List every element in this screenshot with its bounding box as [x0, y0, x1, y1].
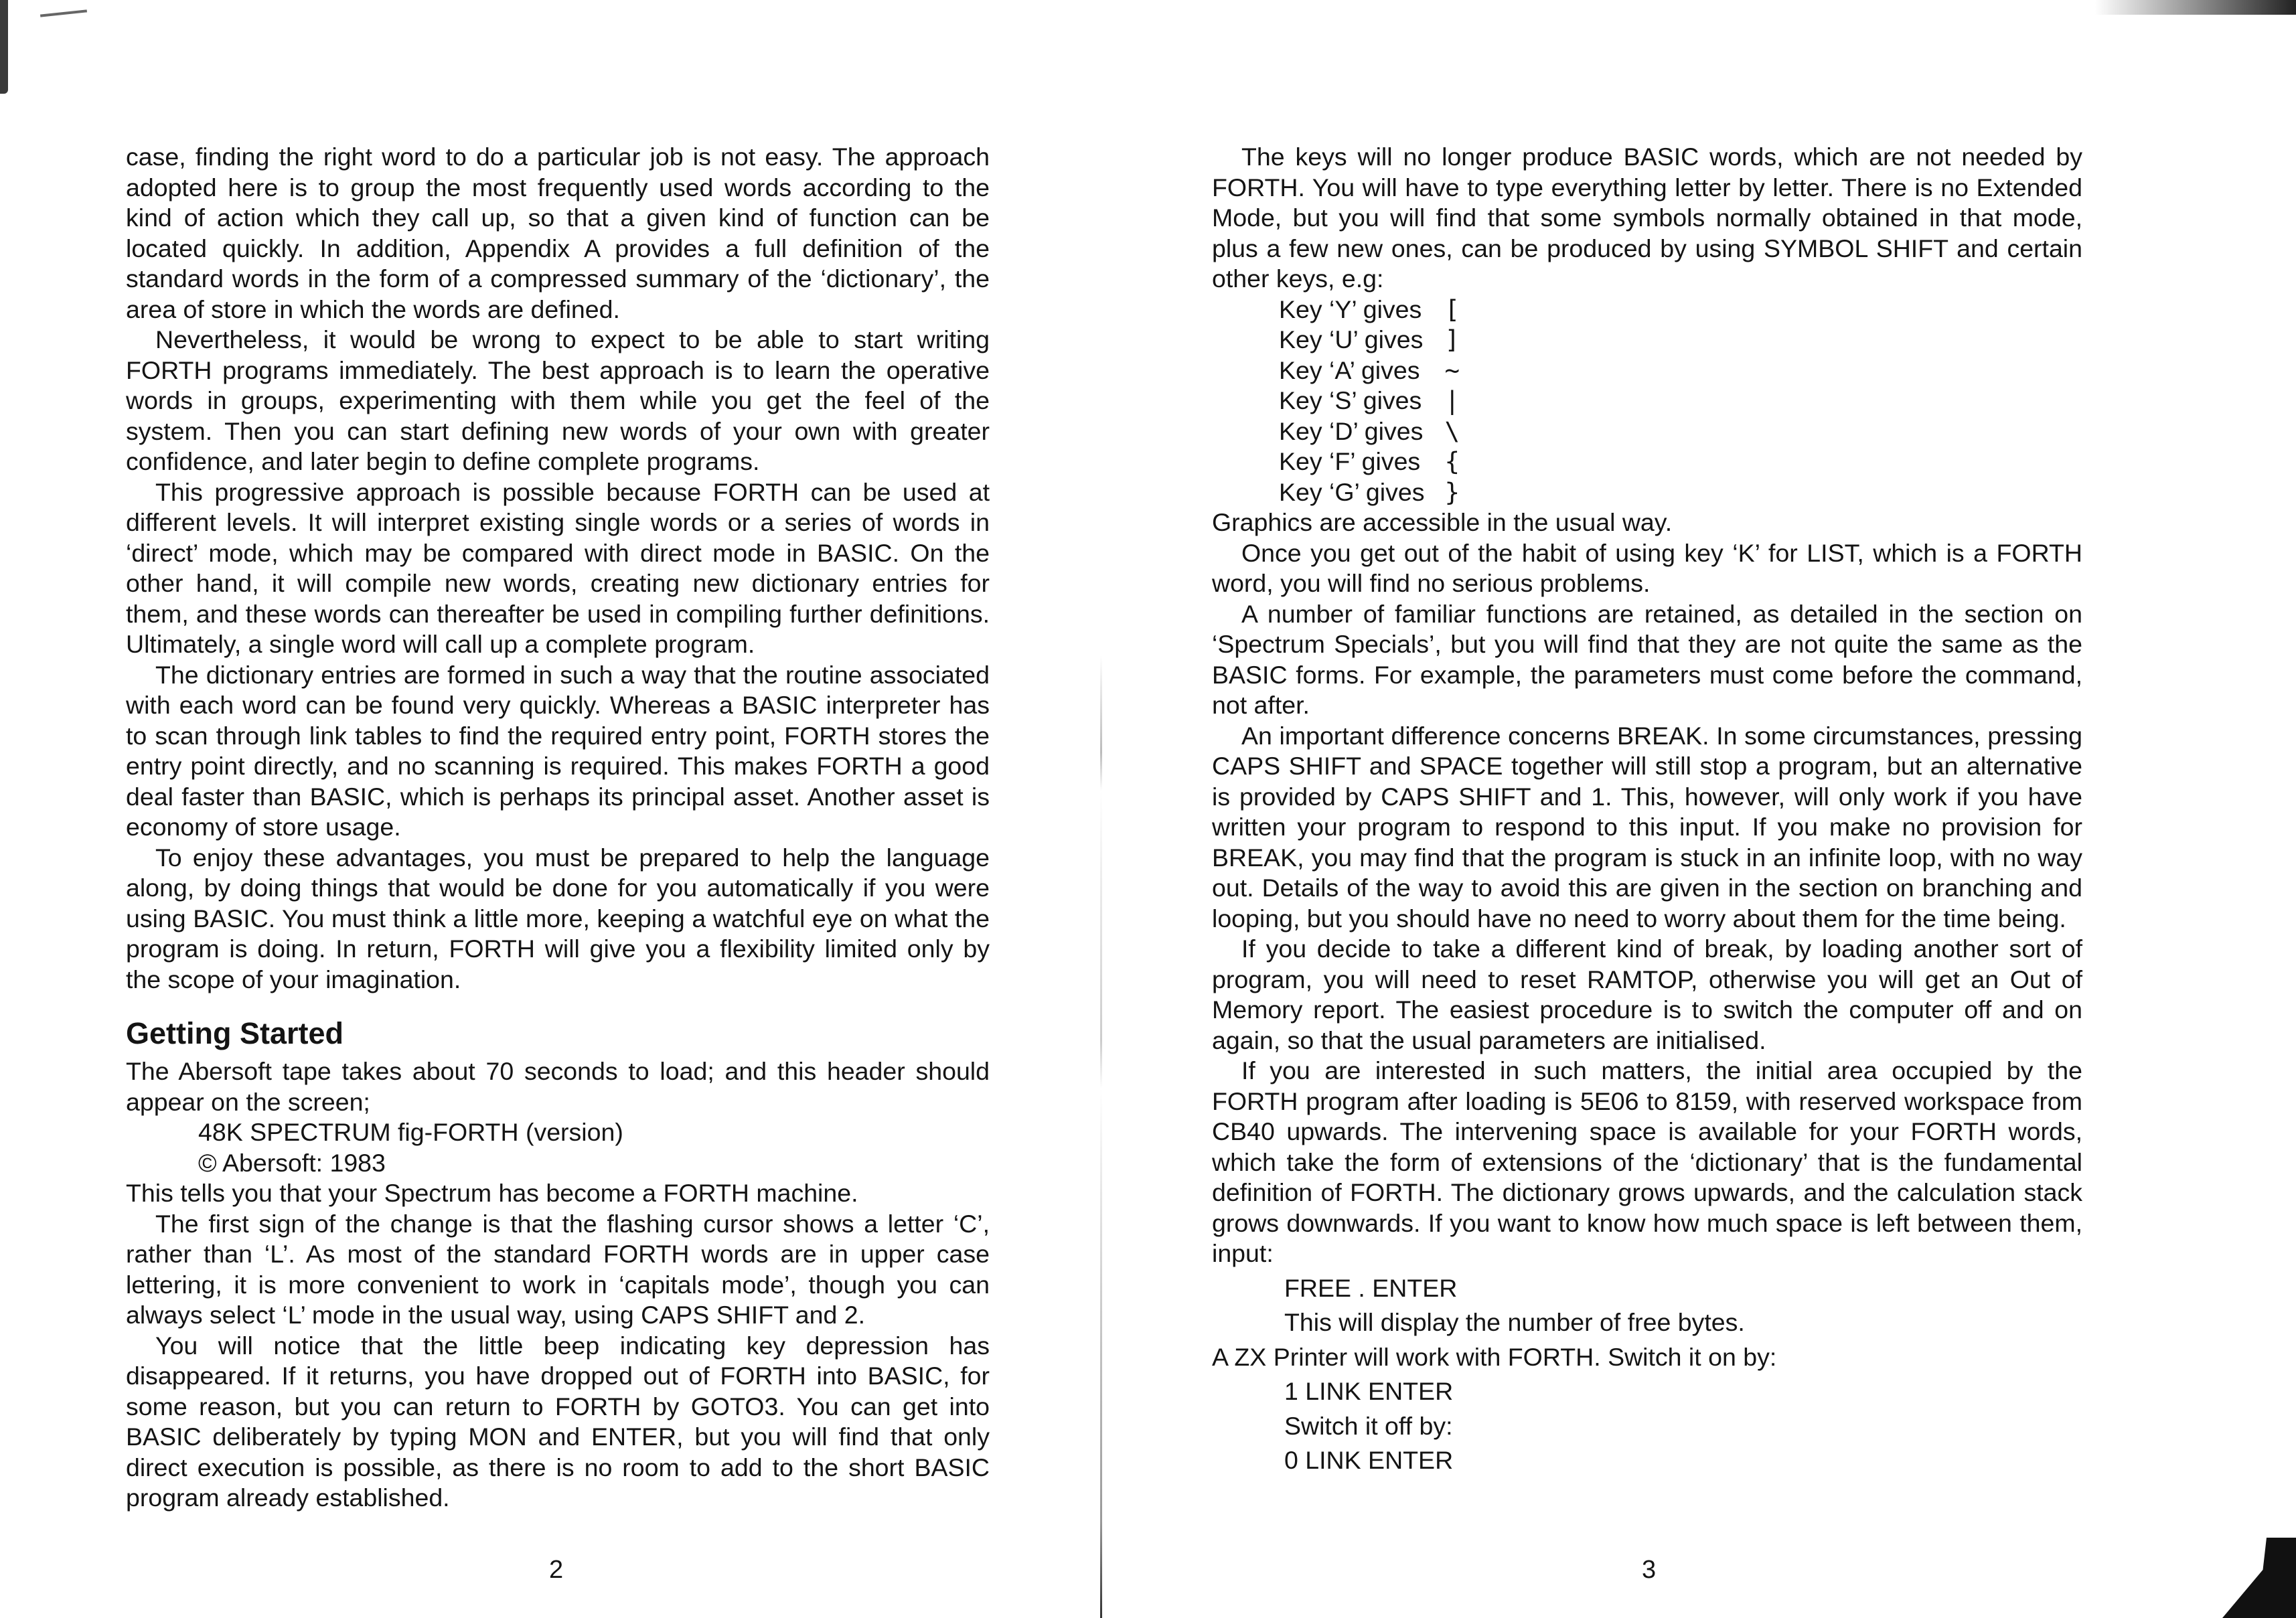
key-symbol: } [1444, 477, 1460, 507]
key-label: Key ‘D’ gives [1279, 416, 1424, 445]
left-page [0, 0, 1098, 1618]
paragraph: Once you get out of the habit of using key ‘K’ for LIST, which is a FORTH word, you will find no serious problems. [1212, 538, 2082, 597]
code-note: This will display the number of free bytes. [1284, 1308, 1745, 1336]
paragraph: A ZX Printer will work with FORTH. Switch it on by: [1212, 1342, 1777, 1371]
paragraph: This progressive approach is possible because FORTH can be used at different levels. It will interpret existing single words or a series of words in ‘direct’ mode, which may be compared with direct mode in BASIC. On the other hand, it will compile new words, creating new dictionary entries for them, and these words can thereafter be used in compiling further definitions. Ultimately, a single word will call up a complete program. [126, 477, 990, 658]
key-label: Key ‘F’ gives [1279, 447, 1421, 475]
code-free-command: FREE . ENTER [1284, 1273, 1458, 1302]
key-row [1279, 477, 1460, 508]
key-row [1279, 295, 1460, 325]
section-heading: Getting Started [126, 1016, 344, 1050]
page-number: 2 [549, 1556, 564, 1584]
paragraph: The dictionary entries are formed in such a way that the routine associated with each word can be found very quickly. Whereas a BASIC interpreter has to scan through link tables to find the required entry point, FORTH stores the entry point directly, and no scanning is required. This makes FORTH a good deal faster than BASIC, which is perhaps its principal asset. Another asset is economy of store usage. [126, 660, 990, 841]
key-symbol: ] [1444, 325, 1460, 354]
key-symbol: | [1444, 386, 1460, 415]
paragraph: Graphics are accessible in the usual way. [1212, 508, 1673, 536]
key-label: Key ‘Y’ gives [1279, 295, 1422, 323]
paragraph: An important difference concerns BREAK. In some circumstances, pressing CAPS SHIFT and SPACE together will still stop a program, but an alternative is provided by CAPS SHIFT and 1. This, however, will only work if you have written your program to respond to this input. If you make no provision for BREAK, you may find that the program is stuck in an infinite loop, with no way out. Details of the way to avoid this are given in the section on branching and looping, but you should have no need to worry about them for the time being. [1212, 721, 2082, 933]
paragraph: Nevertheless, it would be wrong to expect to be able to start writing FORTH programs immediately. The best approach is to learn the operative words in groups, experimenting with them while you get the feel of the system. Then you can start defining new words of your own with greater confidence, and later begin to define complete programs. [126, 325, 990, 475]
code-link-on: 1 LINK ENTER [1284, 1377, 1454, 1405]
key-row [1279, 447, 1460, 477]
paragraph: The keys will no longer produce BASIC words, which are not needed by FORTH. You will have to type everything letter by letter. There is no Extended Mode, but you will find that some symbols normally obtained in that mode, plus a few new ones, can be produced by using SYMBOL SHIFT and certain other keys, e.g: [1212, 143, 2082, 293]
key-label: Key ‘S’ gives [1279, 386, 1422, 414]
key-row [1279, 386, 1460, 416]
paragraph: A number of familiar functions are retained, as detailed in the section on ‘Spectrum Specials’, but you will find that they are not quite the same as the BASIC forms. For example, the parameters must come before the command, not after. [1212, 599, 2082, 719]
key-row [1279, 355, 1460, 386]
key-label: Key ‘A’ gives [1279, 355, 1420, 384]
key-symbol: [ [1444, 294, 1460, 324]
paragraph: If you are interested in such matters, the initial area occupied by the FORTH program after loading is 5E06 to 8159, with reserved workspace from CB40 upwards. The intervening space is available for your FORTH words, which take the form of extensions of the ‘dictionary’ that is the fundamental definition of FORTH. The dictionary grows upwards, and the calculation stack grows downwards. If you want to know how much space is left between them, input: [1212, 1056, 2082, 1267]
book-gutter [1100, 656, 1102, 1618]
right-page [1138, 0, 2296, 1618]
page-number: 3 [1642, 1556, 1657, 1584]
code-note: Switch it off by: [1284, 1411, 1453, 1440]
key-symbol: ~ [1444, 355, 1460, 385]
key-symbol: { [1444, 447, 1460, 476]
paragraph: If you decide to take a different kind of break, by loading another sort of program, you will need to reset RAMTOP, otherwise you will get an Out of Memory report. The easiest procedure is to switch the computer off and on again, so that the usual parameters are initialised. [1212, 935, 2082, 1054]
left-text-column [126, 142, 990, 1514]
key-row [1279, 325, 1460, 355]
paragraph: You will notice that the little beep indicating key depression has disappeared. If it returns, you have dropped out of FORTH into BASIC, for some reason, but you can return to FORTH by GOTO3. You can get into BASIC deliberately by typing MON and ENTER, but you will find that only direct execution is possible, as there is no room to add to the short BASIC program already established. [126, 1331, 990, 1512]
key-label: Key ‘G’ gives [1279, 477, 1425, 506]
paragraph: case, finding the right word to do a particular job is not easy. The approach adopted here is to group the most frequently used words according to the kind of action which they call up, so that a given kind of function can be located quickly. In addition, Appendix A provides a full definition of the standard words in the form of a compressed summary of the ‘dictionary’, the area of store in which the words are defined. [126, 143, 990, 323]
key-label: Key ‘U’ gives [1279, 325, 1424, 353]
paragraph: The Abersoft tape takes about 70 seconds to load; and this header should appear on the screen; [126, 1057, 990, 1116]
paragraph: To enjoy these advantages, you must be prepared to help the language along, by doing things that would be done for you automatically if you were using BASIC. You must think a little more, keeping a watchful eye on what the program is doing. In return, FORTH will give you a flexibility limited only by the scope of your imagination. [126, 843, 990, 993]
key-symbol-table [1279, 295, 1460, 508]
copyright-line: © Abersoft: 1983 [198, 1148, 386, 1177]
code-link-off: 0 LINK ENTER [1284, 1446, 1454, 1474]
screen-header-line: 48K SPECTRUM fig-FORTH (version) [198, 1118, 623, 1146]
paragraph: The first sign of the change is that the flashing cursor shows a letter ‘C’, rather than ‘L’. As most of the standard FORTH words are in upper case lettering, it is more convenient to work in ‘capitals mode’, though you can always select ‘L’ mode in the usual way, using CAPS SHIFT and 2. [126, 1209, 990, 1329]
right-text-column [1212, 142, 2082, 1480]
key-symbol: \ [1444, 416, 1460, 446]
paragraph: This tells you that your Spectrum has become a FORTH machine. [126, 1179, 858, 1207]
key-row [1279, 416, 1460, 447]
